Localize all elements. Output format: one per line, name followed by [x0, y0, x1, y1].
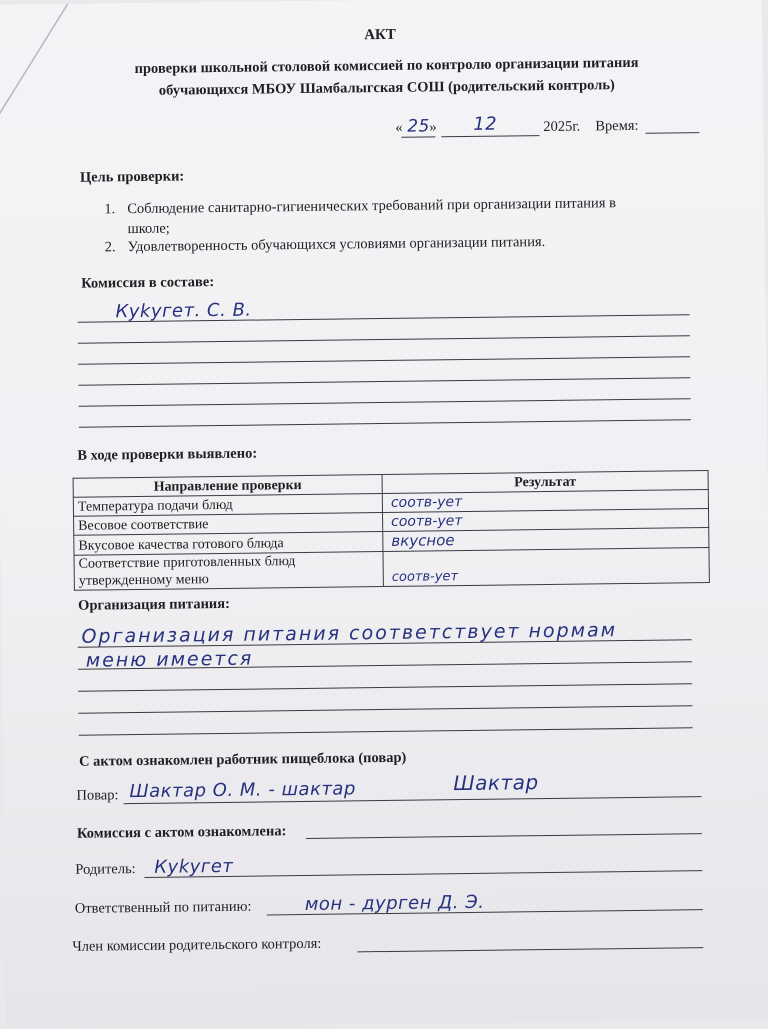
result-handwritten: соотв-ует [391, 513, 463, 530]
commission-line [78, 356, 690, 364]
result-handwritten: соотв-ует [391, 569, 459, 585]
act-subtitle-line1: проверки школьной столовой комиссией по контролю организации питания [134, 54, 639, 78]
time-underline [645, 132, 699, 134]
responsible-label: Ответственный по питанию: [74, 898, 252, 917]
organization-text-handwritten: Организация питания соответствует нормам [81, 619, 618, 648]
goal-number: 2. [104, 239, 116, 256]
direction-cell: Вкусовое качества готового блюда [74, 532, 383, 556]
column-header-result: Результат [382, 471, 708, 494]
column-header-direction: Направление проверки [73, 475, 382, 498]
direction-cell [74, 552, 383, 591]
commission-member-handwritten: Куkугет. С. В. [115, 299, 252, 323]
goal-number: 1. [104, 201, 116, 218]
time-label: Время: [595, 117, 639, 135]
result-handwritten: вкусное [391, 531, 455, 550]
direction-text: Соответствие приготовленных блюд [78, 554, 296, 572]
date-close-quote: » [429, 119, 437, 136]
member-underline [357, 947, 703, 952]
act-subtitle-line2: обучающихся МБОУ Шамбалыгская СОШ (родительский контроль) [158, 77, 615, 99]
member-label: Член комиссии родительского контроля: [72, 935, 322, 955]
parent-label: Родитель: [75, 861, 136, 878]
date-year: 2025г. [543, 118, 581, 136]
commission-line [78, 377, 690, 385]
cook-label: Повар: [76, 787, 119, 804]
commission-acquaint-label: Комиссия с актом ознакомлена: [76, 823, 287, 842]
organization-heading: Организация питания: [78, 595, 231, 614]
direction-cell: Весовое соответствие [74, 513, 383, 536]
commission-acquaint-underline [306, 833, 702, 839]
cook-signature: Шактар [453, 770, 539, 796]
findings-heading: В ходе проверки выявлено: [77, 445, 258, 464]
organization-line [78, 683, 692, 692]
commission-line [79, 398, 691, 406]
cook-name-handwritten: Шактар О. М. - шактар [129, 778, 356, 803]
findings-table [73, 470, 710, 591]
goals-heading: Цель проверки: [79, 168, 185, 186]
date-open-quote: « [395, 119, 403, 136]
direction-text-cont: утвержденному меню [78, 572, 209, 589]
commission-line [79, 419, 691, 427]
responsible-name-handwritten: мон - дурген Д. Э. [304, 891, 485, 915]
result-cell [383, 548, 709, 587]
organization-text-handwritten-cont: меню имеется [85, 647, 254, 672]
parent-signature-handwritten: Куkугет [154, 855, 234, 878]
direction-cell: Температура подачи блюд [73, 494, 382, 517]
date-month-underline [441, 135, 539, 137]
date-day: 25 [407, 116, 431, 137]
goal-text: Соблюдение санитарно-гигиенических требований при организации питания в [127, 195, 617, 218]
act-title: АКТ [364, 26, 396, 44]
table-row [74, 548, 709, 591]
date-month: 12 [473, 113, 498, 135]
commission-heading: Комиссия в составе: [81, 274, 215, 292]
organization-line [79, 727, 693, 736]
organization-line [78, 705, 692, 714]
goal-text: Удовлетворенность обучающихся условиями организации питания. [127, 234, 546, 256]
commission-line [78, 335, 690, 343]
acquaint-heading: С актом ознакомлен работник пищеблока (повар) [78, 749, 407, 770]
goal-text-cont: школе; [127, 220, 170, 238]
date-day-underline [401, 136, 435, 137]
result-handwritten: соотв-ует [390, 494, 463, 511]
